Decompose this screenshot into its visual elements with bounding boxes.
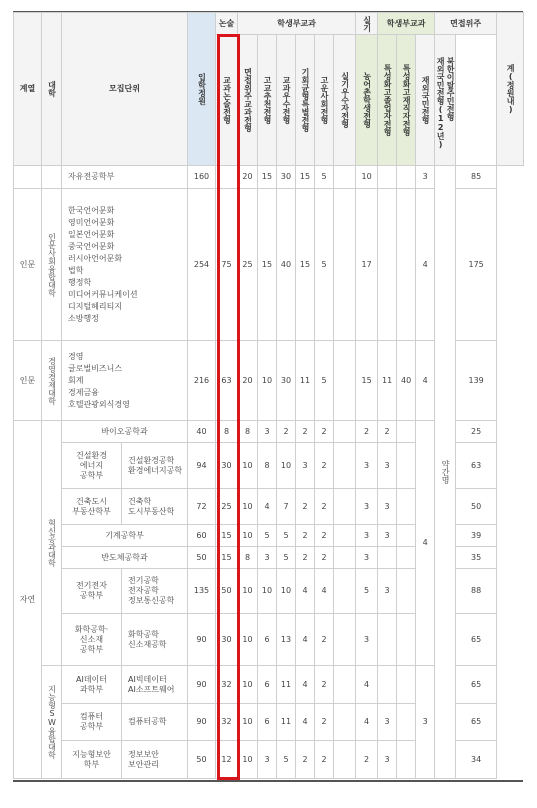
unit-department: AI데이터 과학부 xyxy=(62,666,122,704)
c4: 11 xyxy=(277,666,296,704)
c6: 2 xyxy=(315,666,334,704)
unit-name: 건설환경공학 환경에너지공학 xyxy=(122,443,188,489)
c9 xyxy=(378,614,397,666)
c7 xyxy=(334,614,356,666)
header-gye: 계(정원내) xyxy=(497,13,524,166)
unit-department: 지능형보안 학부 xyxy=(62,741,122,779)
c4: 13 xyxy=(277,614,296,666)
c6: 2 xyxy=(315,489,334,525)
c4: 30 xyxy=(277,341,296,421)
c1: 30 xyxy=(216,443,238,489)
c7 xyxy=(334,704,356,741)
header-group-myeonjeop: 면접위주 xyxy=(435,13,497,35)
c3: 6 xyxy=(258,614,277,666)
c1: 32 xyxy=(216,704,238,741)
header-teukseonghwa-jaejik: 특성화고재직자전형 xyxy=(397,35,416,166)
c6: 2 xyxy=(315,704,334,741)
header-gyeyeol: 계열 xyxy=(14,13,42,166)
unit-name: AI빅데이터 AI소프트웨어 xyxy=(122,666,188,704)
c7 xyxy=(334,666,356,704)
c10 xyxy=(397,443,416,489)
unit-name: 경영 글로벌비즈니스 회계 경제금융 호텔관광외식경영 xyxy=(62,341,188,421)
c2: 10 xyxy=(238,489,258,525)
quota: 135 xyxy=(188,569,216,614)
unit-name: 한국언어문화 영미언어문화 일본언어문화 중국언어문화 러시아언어문화 법학 행정학 미디어커뮤니케이션 디지털헤리티지 소방행정 xyxy=(62,189,188,341)
header-goun-sahoe: 고운사회전형 xyxy=(315,35,334,166)
c2: 8 xyxy=(238,547,258,569)
unit-department: 건축도시 부동산학부 xyxy=(62,489,122,525)
c1 xyxy=(216,166,238,189)
total: 139 xyxy=(456,341,497,421)
gyeyeol-inmun: 인문 xyxy=(14,341,42,421)
c5: 2 xyxy=(296,421,315,443)
unit-name: 전기공학 전자공학 정보통신공학 xyxy=(122,569,188,614)
daehak-inmun-sahoe: 인문사회융합대학 xyxy=(42,189,62,341)
total: 39 xyxy=(456,525,497,547)
gyeyeol-inmun: 인문 xyxy=(14,189,42,341)
quota: 90 xyxy=(188,614,216,666)
c4: 11 xyxy=(277,704,296,741)
c9: 3 xyxy=(378,741,397,779)
c3: 10 xyxy=(258,569,277,614)
c6: 5 xyxy=(315,166,334,189)
c3: 10 xyxy=(258,341,277,421)
total: 63 xyxy=(456,443,497,489)
c3: 8 xyxy=(258,443,277,489)
header-jaeoe-12: 재외국민전형(12년) xyxy=(436,57,446,149)
admission-quota-table-wrapper xyxy=(13,12,523,779)
c4: 30 xyxy=(277,166,296,189)
c10 xyxy=(397,166,416,189)
total: 35 xyxy=(456,547,497,569)
c7 xyxy=(334,189,356,341)
c1: 15 xyxy=(216,547,238,569)
c9: 3 xyxy=(378,569,397,614)
unit-name: 반도체공학과 xyxy=(62,547,188,569)
c6: 2 xyxy=(315,421,334,443)
total: 34 xyxy=(456,741,497,779)
header-group-saengbu: 학생부교과 xyxy=(238,13,356,35)
c2: 8 xyxy=(238,421,258,443)
c9 xyxy=(378,547,397,569)
c6: 2 xyxy=(315,614,334,666)
c3: 5 xyxy=(258,525,277,547)
c1: 63 xyxy=(216,341,238,421)
c2: 20 xyxy=(238,341,258,421)
c5: 15 xyxy=(296,189,315,341)
c2: 10 xyxy=(238,443,258,489)
c6: 2 xyxy=(315,741,334,779)
c1: 8 xyxy=(216,421,238,443)
c6: 2 xyxy=(315,443,334,489)
daehak-jineung: 지능형SW융합대학 xyxy=(42,666,62,779)
total: 175 xyxy=(456,189,497,341)
c2: 10 xyxy=(238,614,258,666)
c5: 11 xyxy=(296,341,315,421)
total: 65 xyxy=(456,704,497,741)
c2: 20 xyxy=(238,166,258,189)
header-gwagyo-nonsul: 교과논술전형 xyxy=(216,35,238,166)
total: 50 xyxy=(456,489,497,525)
c4: 10 xyxy=(277,443,296,489)
c5: 3 xyxy=(296,443,315,489)
c4: 40 xyxy=(277,189,296,341)
c8: 3 xyxy=(356,614,378,666)
unit-name: 바이오공학과 xyxy=(62,421,188,443)
c3: 4 xyxy=(258,489,277,525)
c7 xyxy=(334,547,356,569)
daehak-cell xyxy=(42,166,62,189)
quota: 90 xyxy=(188,704,216,741)
quota: 254 xyxy=(188,189,216,341)
c9 xyxy=(378,189,397,341)
c5: 2 xyxy=(296,741,315,779)
c3: 6 xyxy=(258,704,277,741)
c4: 2 xyxy=(277,421,296,443)
header-gogyo-usu: 교과우수전형 xyxy=(277,35,296,166)
quota: 50 xyxy=(188,741,216,779)
c9 xyxy=(378,666,397,704)
c11: 4 xyxy=(416,189,435,341)
c10 xyxy=(397,489,416,525)
header-gihoe-gyunhyeong: 기회균형특별전형 xyxy=(296,35,315,166)
c7 xyxy=(334,341,356,421)
c5: 15 xyxy=(296,166,315,189)
c5: 2 xyxy=(296,547,315,569)
table-bottom-rule xyxy=(13,780,523,782)
unit-name: 기계공학부 xyxy=(62,525,188,547)
c9: 2 xyxy=(378,421,397,443)
daehak-hyeoksin: 혁신공과대학 xyxy=(42,421,62,666)
unit-name: 컴퓨터공학 xyxy=(122,704,188,741)
gyeyeol-cell xyxy=(14,166,42,189)
c6: 5 xyxy=(315,341,334,421)
c7 xyxy=(334,489,356,525)
header-silgi-usu: 실기우수자전형 xyxy=(334,35,356,166)
c10 xyxy=(397,614,416,666)
admission-quota-table xyxy=(13,12,524,779)
quota: 60 xyxy=(188,525,216,547)
header-jaeoe-gungmin: 재외국민전형 xyxy=(416,35,435,166)
quota: 216 xyxy=(188,341,216,421)
total: 65 xyxy=(456,614,497,666)
c8: 3 xyxy=(356,525,378,547)
unit-department: 건설환경 에너지 공학부 xyxy=(62,443,122,489)
c9: 3 xyxy=(378,525,397,547)
c8: 2 xyxy=(356,421,378,443)
gyeyeol-jayeon: 자연 xyxy=(14,421,42,779)
header-teukseonghwa: 특성화고졸업자전형 xyxy=(378,35,397,166)
quota: 40 xyxy=(188,421,216,443)
c9: 11 xyxy=(378,341,397,421)
total: 85 xyxy=(456,166,497,189)
c2: 10 xyxy=(238,569,258,614)
c4: 5 xyxy=(277,741,296,779)
c1: 25 xyxy=(216,489,238,525)
c7 xyxy=(334,525,356,547)
c11: 4 xyxy=(416,341,435,421)
header-bukhan: 북한이탈주민전형 xyxy=(446,57,456,121)
unit-name: 자유전공학부 xyxy=(62,166,188,189)
c8: 3 xyxy=(356,489,378,525)
c10 xyxy=(397,741,416,779)
c2: 10 xyxy=(238,704,258,741)
c8: 10 xyxy=(356,166,378,189)
c8: 17 xyxy=(356,189,378,341)
c8: 3 xyxy=(356,443,378,489)
header-myeonjeop-gwagyo: 면접위주교과전형 xyxy=(238,35,258,166)
unit-name: 화학공학 신소재공학 xyxy=(122,614,188,666)
c8: 5 xyxy=(356,569,378,614)
header-nongeochon: 농어촌학생전형 xyxy=(356,35,378,166)
c5: 4 xyxy=(296,666,315,704)
c2: 25 xyxy=(238,189,258,341)
c7 xyxy=(334,569,356,614)
c3: 15 xyxy=(258,166,277,189)
header-group-silgi: 실기 xyxy=(356,13,378,35)
c1: 15 xyxy=(216,525,238,547)
c10 xyxy=(397,666,416,704)
c6: 2 xyxy=(315,547,334,569)
c10 xyxy=(397,525,416,547)
quota: 50 xyxy=(188,547,216,569)
c10 xyxy=(397,547,416,569)
c5: 2 xyxy=(296,489,315,525)
total: 88 xyxy=(456,569,497,614)
header-daehak: 대학 xyxy=(42,13,62,166)
c7 xyxy=(334,443,356,489)
c1: 32 xyxy=(216,666,238,704)
c5: 4 xyxy=(296,704,315,741)
c1: 30 xyxy=(216,614,238,666)
c5: 2 xyxy=(296,525,315,547)
c3: 6 xyxy=(258,666,277,704)
unit-department: 화학공학· 신소재 공학부 xyxy=(62,614,122,666)
table-row xyxy=(14,166,524,189)
c4: 10 xyxy=(277,569,296,614)
c11-hyeoksin: 4 xyxy=(416,421,435,666)
c10 xyxy=(397,704,416,741)
c10 xyxy=(397,421,416,443)
c8: 3 xyxy=(356,547,378,569)
header-mojip: 모집단위 xyxy=(62,13,188,166)
unit-department: 컴퓨터 공학부 xyxy=(62,704,122,741)
header-group-saengbu2: 학생부교과 xyxy=(378,13,435,35)
c6: 2 xyxy=(315,525,334,547)
header-group-nonsul: 논술 xyxy=(216,13,238,35)
c10: 40 xyxy=(397,341,416,421)
total: 65 xyxy=(456,666,497,704)
c8: 4 xyxy=(356,666,378,704)
c10 xyxy=(397,569,416,614)
c8: 15 xyxy=(356,341,378,421)
c7 xyxy=(334,421,356,443)
c1: 75 xyxy=(216,189,238,341)
header-gogyo-chucheon: 고교추천전형 xyxy=(258,35,277,166)
quota: 160 xyxy=(188,166,216,189)
quota: 94 xyxy=(188,443,216,489)
c4: 7 xyxy=(277,489,296,525)
c3: 3 xyxy=(258,741,277,779)
c7 xyxy=(334,741,356,779)
c4: 5 xyxy=(277,547,296,569)
c1: 50 xyxy=(216,569,238,614)
header-jaeoe-bukhan-cell xyxy=(435,35,456,166)
unit-name: 정보보안 보안관리 xyxy=(122,741,188,779)
unit-name: 건축학 도시부동산학 xyxy=(122,489,188,525)
total: 25 xyxy=(456,421,497,443)
c11-jineung: 3 xyxy=(416,666,435,779)
c5: 4 xyxy=(296,569,315,614)
daehak-gyeongyeong: 경영경제대학 xyxy=(42,341,62,421)
c7 xyxy=(334,166,356,189)
c4: 5 xyxy=(277,525,296,547)
unit-department: 전기전자 공학부 xyxy=(62,569,122,614)
c9: 3 xyxy=(378,704,397,741)
c5: 4 xyxy=(296,614,315,666)
quota: 90 xyxy=(188,666,216,704)
c3: 15 xyxy=(258,189,277,341)
c3: 3 xyxy=(258,421,277,443)
c1: 12 xyxy=(216,741,238,779)
quota: 72 xyxy=(188,489,216,525)
c9 xyxy=(378,166,397,189)
c9: 3 xyxy=(378,443,397,489)
c6: 4 xyxy=(315,569,334,614)
c8: 4 xyxy=(356,704,378,741)
c9: 3 xyxy=(378,489,397,525)
c8: 2 xyxy=(356,741,378,779)
header-ipgak: 입학정원 xyxy=(188,13,216,166)
c2: 10 xyxy=(238,741,258,779)
bukhan-yakgan: 약간명 xyxy=(435,166,456,779)
c11: 3 xyxy=(416,166,435,189)
c2: 10 xyxy=(238,666,258,704)
c2: 10 xyxy=(238,525,258,547)
c10 xyxy=(397,189,416,341)
c3: 3 xyxy=(258,547,277,569)
c6: 5 xyxy=(315,189,334,341)
